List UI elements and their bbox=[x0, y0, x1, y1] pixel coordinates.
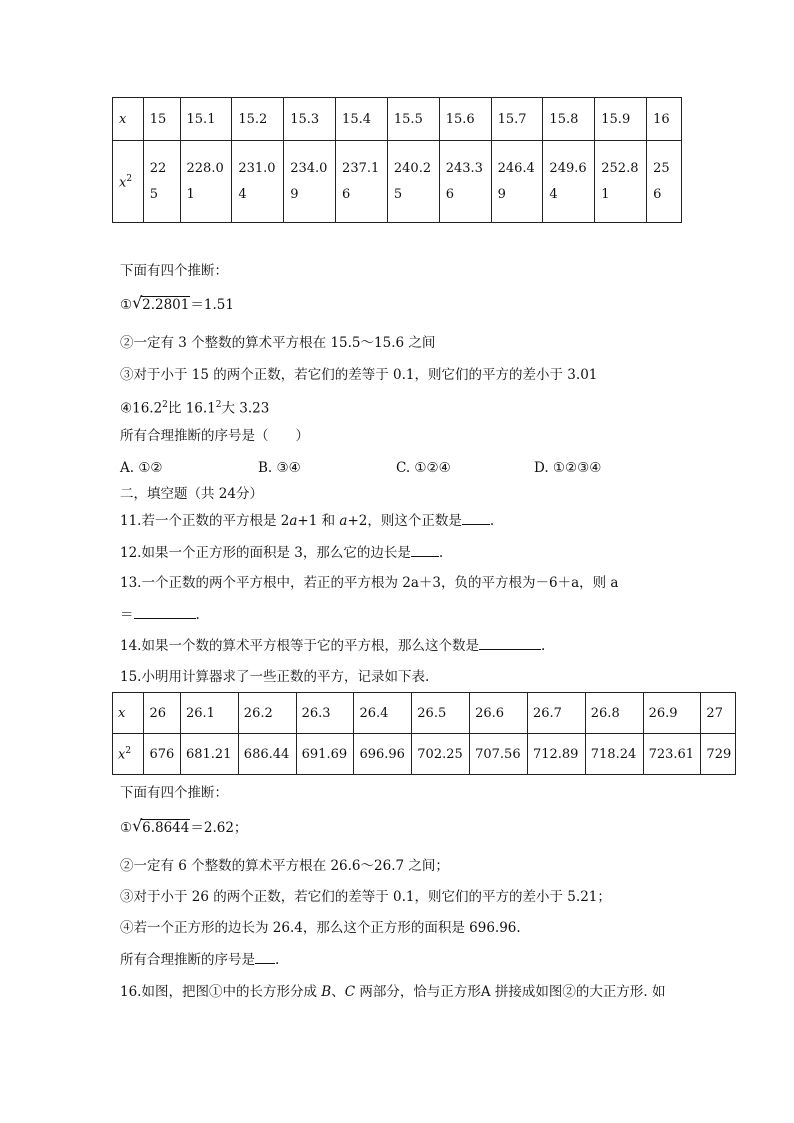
var-c: C bbox=[344, 984, 356, 1000]
text-run: . bbox=[489, 513, 495, 529]
text-run: 所有合理推断的序号是 bbox=[120, 952, 255, 968]
cell-line: 252.8 bbox=[601, 160, 639, 176]
table-cell: 702.25 bbox=[412, 734, 470, 775]
inference-1 bbox=[120, 293, 234, 314]
option-c: C. ①②④ bbox=[396, 460, 451, 476]
text-run: 11.若一个正数的平方根是 2 bbox=[120, 513, 290, 529]
table-cell bbox=[232, 141, 284, 223]
cell-line: 234.0 bbox=[290, 160, 328, 176]
table-cell bbox=[543, 141, 595, 223]
table-cell: 16 bbox=[647, 98, 682, 141]
cell-line: 9 bbox=[497, 186, 506, 202]
table-row bbox=[113, 693, 736, 734]
table-cell: 26.8 bbox=[585, 693, 643, 734]
text-run: 12.如果一个正方形的面积是 3，那么它的边长是 bbox=[120, 545, 411, 561]
answer-blank[interactable] bbox=[462, 511, 490, 525]
squares-table-26-27 bbox=[112, 692, 736, 775]
sqrt-expression bbox=[132, 816, 190, 837]
text-run: 比 16.1 bbox=[167, 400, 216, 417]
inference-3: ③对于小于 15 的两个正数，若它们的差等于 0.1，则它们的平方的差小于 3.01 bbox=[120, 367, 598, 383]
question-16 bbox=[120, 983, 665, 1001]
table-cell bbox=[647, 141, 682, 223]
text-run: . bbox=[540, 638, 546, 654]
inference-4 bbox=[120, 396, 269, 418]
cell-line: 6 bbox=[653, 186, 662, 202]
inference-1 bbox=[120, 816, 248, 837]
table-cell: 15.8 bbox=[543, 98, 595, 141]
table-cell: 26.3 bbox=[296, 693, 354, 734]
text-run: 14.如果一个数的算术平方根等于它的平方根，那么这个数是 bbox=[120, 638, 479, 654]
text-run: 两部分，恰与正方形A 拼接成如图②的大正方形. 如 bbox=[355, 984, 666, 1000]
table-row bbox=[113, 734, 736, 775]
cell-line: 1 bbox=[186, 186, 195, 202]
question-14 bbox=[120, 636, 545, 655]
question-13-line2 bbox=[120, 605, 200, 624]
table-cell: 26.5 bbox=[412, 693, 470, 734]
cell-line: 5 bbox=[393, 186, 403, 202]
table-cell: 729 bbox=[701, 734, 736, 775]
table-cell: 707.56 bbox=[470, 734, 528, 775]
table-cell: 15.7 bbox=[491, 98, 543, 141]
table-cell: 15.9 bbox=[595, 98, 647, 141]
table-cell: 15.6 bbox=[439, 98, 491, 141]
table-cell: 676 bbox=[144, 734, 181, 775]
cell-line: 4 bbox=[549, 186, 558, 202]
table-cell: 15.1 bbox=[180, 98, 232, 141]
cell-line: 22 bbox=[149, 160, 167, 176]
inference-intro: 下面有四个推断： bbox=[120, 785, 228, 801]
answer-blank[interactable] bbox=[411, 543, 439, 557]
inference-3: ③对于小于 26 的两个正数，若它们的差等于 0.1，则它们的平方的差小于 5.21； bbox=[120, 889, 611, 905]
question-15: 15.小明用计算器求了一些正数的平方，记录如下表. bbox=[120, 669, 430, 685]
table-row bbox=[113, 141, 682, 223]
inference-4: ④若一个正方形的边长为 26.4，那么这个正方形的面积是 696.96. bbox=[120, 920, 521, 936]
cell-line: 5 bbox=[149, 186, 159, 202]
table-cell: 26.4 bbox=[354, 693, 412, 734]
var-b: B bbox=[321, 984, 332, 1000]
inference-1-result: ＝2.62； bbox=[190, 820, 248, 836]
cell-line: 249.6 bbox=[549, 160, 587, 176]
option-d: D. ①②③④ bbox=[534, 460, 602, 476]
table-cell bbox=[439, 141, 491, 223]
superscript: 2 bbox=[215, 400, 222, 410]
option-a: A. ①② bbox=[120, 460, 163, 476]
inference-intro: 下面有四个推断： bbox=[120, 263, 228, 279]
radicand: 2.2801 bbox=[142, 297, 190, 313]
table-cell: 27 bbox=[701, 693, 736, 734]
superscript: 2 bbox=[162, 400, 168, 410]
table-cell bbox=[284, 141, 336, 223]
table-cell: 15.2 bbox=[232, 98, 284, 141]
var-a: a bbox=[289, 513, 298, 529]
text-run: 16.如图，把图①中的长方形分成 bbox=[120, 984, 322, 1000]
answer-blank[interactable] bbox=[134, 605, 196, 619]
var-a: a bbox=[339, 513, 348, 529]
question-prompt bbox=[120, 950, 279, 969]
cell-line: 246.4 bbox=[497, 160, 535, 176]
question-prompt: 所有合理推断的序号是（ ） bbox=[120, 428, 309, 444]
table-cell: 26 bbox=[144, 693, 181, 734]
squares-table-15-16 bbox=[112, 97, 682, 223]
table-cell: 15.3 bbox=[284, 98, 336, 141]
circled-number: ① bbox=[120, 297, 133, 313]
cell-line: 237.1 bbox=[342, 160, 380, 176]
table-cell bbox=[113, 141, 144, 223]
cell-line: 240.2 bbox=[393, 160, 432, 176]
table-cell: x bbox=[113, 693, 144, 734]
table-cell bbox=[595, 141, 647, 223]
var-x: x bbox=[119, 175, 127, 191]
table-cell bbox=[336, 141, 388, 223]
table-cell: 26.6 bbox=[470, 693, 528, 734]
table-cell: 15.4 bbox=[336, 98, 388, 141]
cell-line: 228.0 bbox=[186, 160, 224, 176]
cell-line: 4 bbox=[238, 186, 247, 202]
cell-line: 231.0 bbox=[238, 160, 276, 176]
question-13-line1: 13.一个正数的两个平方根中，若正的平方根为 2a＋3，负的平方根为－6＋a，则 a bbox=[120, 575, 619, 591]
table-cell: 26.2 bbox=[238, 693, 296, 734]
table-cell bbox=[113, 734, 144, 775]
cell-line: 243.3 bbox=[445, 160, 483, 176]
table-cell: 15 bbox=[143, 98, 180, 141]
text-run: +1 和 bbox=[297, 513, 340, 529]
table-cell bbox=[491, 141, 543, 223]
table-cell: 712.89 bbox=[527, 734, 585, 775]
text-run: 大 3.23 bbox=[221, 400, 270, 417]
table-cell: x bbox=[113, 98, 144, 141]
inference-2: ②一定有 3 个整数的算术平方根在 15.5～15.6 之间 bbox=[120, 335, 436, 351]
question-11 bbox=[120, 511, 494, 530]
section-heading: 二，填空题（共 24分） bbox=[120, 486, 263, 502]
text-run: +2，则这个正数是 bbox=[347, 513, 462, 529]
table-cell bbox=[387, 141, 439, 223]
cell-line: 9 bbox=[290, 186, 299, 202]
table-cell bbox=[180, 141, 232, 223]
text-run: ＝ bbox=[120, 607, 134, 623]
cell-line: 1 bbox=[601, 186, 610, 202]
radical-sign: √ bbox=[132, 293, 143, 312]
cell-line: 25 bbox=[653, 160, 670, 176]
text-run: . bbox=[438, 545, 444, 561]
text-run: . bbox=[195, 607, 200, 623]
table-row bbox=[113, 98, 682, 141]
table-cell: 681.21 bbox=[180, 734, 238, 775]
sqrt-expression bbox=[132, 293, 190, 314]
table-cell: 696.96 bbox=[354, 734, 412, 775]
var-x: x bbox=[118, 747, 126, 763]
table-cell: 26.7 bbox=[527, 693, 585, 734]
answer-options bbox=[120, 459, 640, 477]
option-b: B. ③④ bbox=[258, 460, 301, 476]
cell-line: 6 bbox=[342, 186, 351, 202]
table-cell bbox=[143, 141, 180, 223]
circled-number: ① bbox=[120, 820, 133, 836]
superscript: 2 bbox=[125, 745, 132, 756]
answer-blank[interactable] bbox=[255, 950, 275, 964]
table-cell: 686.44 bbox=[238, 734, 296, 775]
inference-2: ②一定有 6 个整数的算术平方根在 26.6～26.7 之间； bbox=[120, 858, 449, 874]
text-run: . bbox=[275, 952, 280, 968]
text-run: 、 bbox=[331, 984, 345, 1000]
table-cell: 26.1 bbox=[180, 693, 238, 734]
text-run: ④16.2 bbox=[120, 400, 163, 417]
table-cell: 691.69 bbox=[296, 734, 354, 775]
inference-1-result: ＝1.51 bbox=[190, 297, 234, 313]
cell-line: 6 bbox=[445, 186, 455, 202]
radical-sign: √ bbox=[132, 816, 143, 835]
superscript: 2 bbox=[126, 174, 133, 185]
table-cell: 26.9 bbox=[643, 693, 701, 734]
answer-blank[interactable] bbox=[479, 636, 541, 650]
radicand: 6.8644 bbox=[142, 820, 190, 836]
table-cell: 718.24 bbox=[585, 734, 643, 775]
table-cell: 15.5 bbox=[387, 98, 439, 141]
table-cell: 723.61 bbox=[643, 734, 701, 775]
question-12 bbox=[120, 543, 443, 562]
